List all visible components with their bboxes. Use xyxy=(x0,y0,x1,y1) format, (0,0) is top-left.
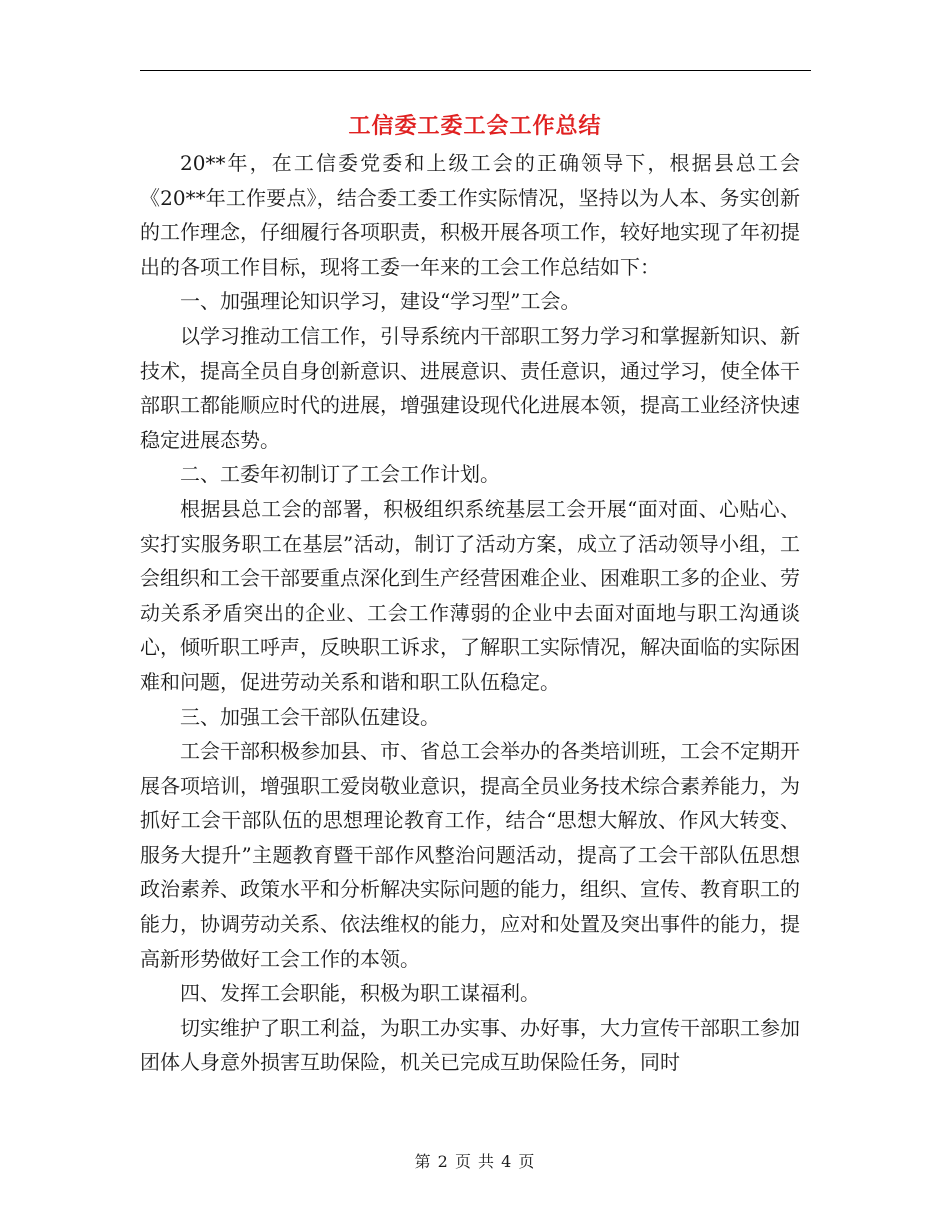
section-heading-3: 三、加强工会干部队伍建设。 xyxy=(180,704,440,729)
paragraph-section-1: 以学习推动工信工作，引导系统内干部职工努力学习和掌握新知识、新技术，提高全员自身创新意识、进展意识、责任意识，通过学习，使全体干部职工都能顺应时代的进展，增强建设现代化进展本领，提高工业经济快速稳定进展态势。 xyxy=(140,323,800,452)
section-heading-1: 一、加强理论知识学习，建设“学习型”工会。 xyxy=(180,289,581,314)
paragraph-intro: 20**年，在工信委党委和上级工会的正确领导下，根据县总工会《20**年工作要点》，结合委工委工作实际情况，坚持以为人本、务实创新的工作理念，仔细履行各项职责，积极开展各项工作，较好地实现了年初提出的各项工作目标，现将工委一年来的工会工作总结如下： xyxy=(140,151,800,279)
header-rule xyxy=(140,70,811,71)
paragraph-section-4: 切实维护了职工利益，为职工办实事、办好事，大力宣传干部职工参加团体人身意外损害互助保险，机关已完成互助保险任务，同时 xyxy=(140,1015,800,1075)
paragraph-section-2: 根据县总工会的部署，积极组织系统基层工会开展“面对面、心贴心、实打实服务职工在基层”活动，制订了活动方案，成立了活动领导小组，工会组织和工会干部要重点深化到生产经营困难企业、困难职工多的企业、劳动关系矛盾突出的企业、工会工作薄弱的企业中去面对面地与职工沟通谈心，倾听职工呼声，反映职工诉求，了解职工实际情况，解决面临的实际困难和问题，促进劳动关系和谐和职工队伍稳定。 xyxy=(140,496,800,694)
section-heading-2: 二、工委年初制订了工会工作计划。 xyxy=(180,462,500,487)
document-body xyxy=(140,146,800,1080)
document-title: 工信委工委工会工作总结 xyxy=(348,113,602,139)
section-heading-4: 四、发挥工会职能，积极为职工谋福利。 xyxy=(180,981,540,1006)
page-number: 第 2 页 共 4 页 xyxy=(414,1152,536,1171)
paragraph-section-3: 工会干部积极参加县、市、省总工会举办的各类培训班，工会不定期开展各项培训，增强职工爱岗敬业意识，提高全员业务技术综合素养能力，为抓好工会干部队伍的思想理论教育工作，结合“思想大解放、作风大转变、服务大提升”主题教育暨干部作风整治问题活动，提高了工会干部队伍思想政治素养、政策水平和分析解决实际问题的能力，组织、宣传、教育职工的能力，协调劳动关系、依法维权的能力，应对和处置及突出事件的能力，提高新形势做好工会工作的本领。 xyxy=(140,739,800,971)
